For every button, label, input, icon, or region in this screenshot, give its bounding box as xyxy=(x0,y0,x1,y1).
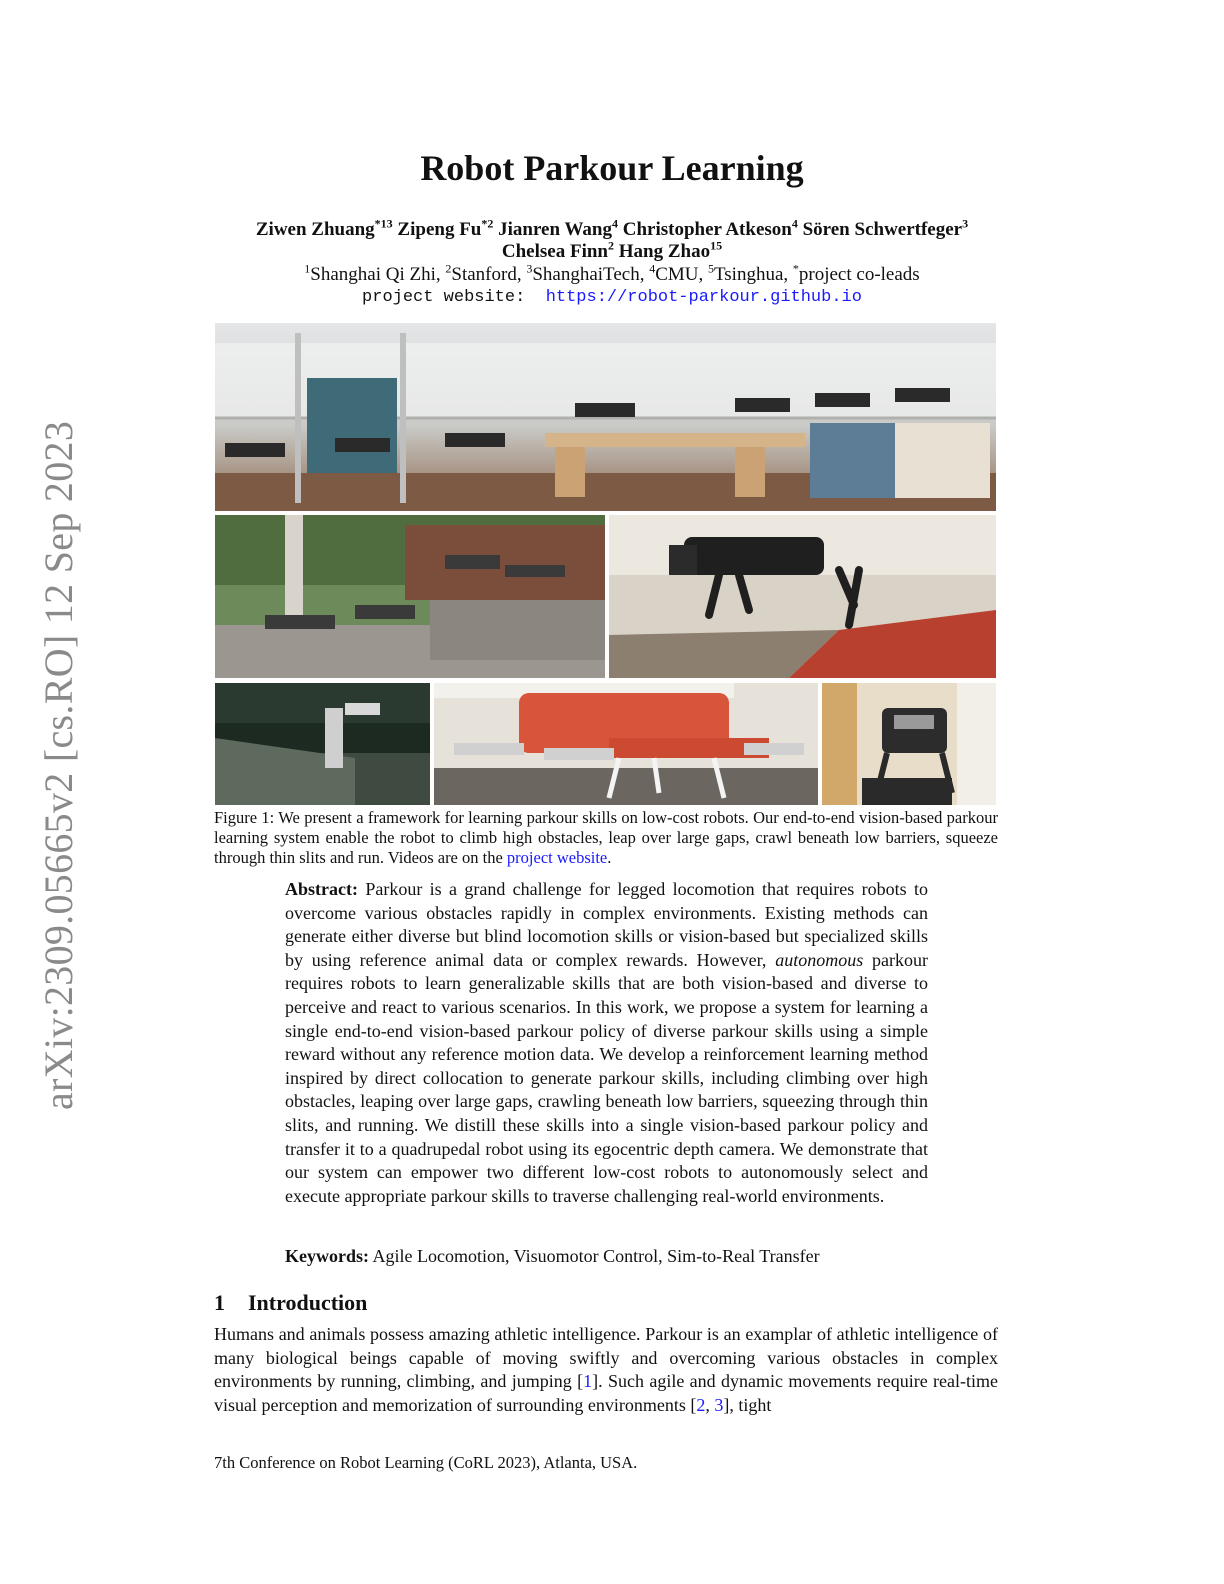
caption-project-link[interactable]: project website xyxy=(506,848,608,867)
author: Jianren Wang$^4$ xyxy=(498,216,618,240)
website-label: project website: xyxy=(362,288,526,307)
citation-link[interactable]: 3 xyxy=(714,1394,724,1415)
figure-panel-climb-night xyxy=(215,683,430,805)
figure-panel-leap-outdoor xyxy=(215,515,605,678)
figure-panel-crawl-chair xyxy=(434,683,818,805)
conference-footer: 7th Conference on Robot Learning (CoRL 2023), Atlanta, USA. xyxy=(214,1453,638,1472)
arxiv-stamp: arXiv:2309.05665v2 [cs.RO] 12 Sep 2023 xyxy=(36,420,81,1110)
figure-panel-leap-gap xyxy=(609,515,996,678)
figure-caption: Figure 1: We present a framework for learning parkour skills on low-cost robots. Our end-to-end vision-based parkour learning system enable the robot to climb high obstacles, leap over large gaps, crawl beneath low barriers, squeeze through thin slits and run. Videos are on the project website. xyxy=(214,808,998,867)
figure-panel-climb-obstacles xyxy=(215,323,996,511)
section-heading: 1 Introduction xyxy=(214,1290,368,1315)
affiliations: $^1$Shanghai Qi Zhi, $^2$Stanford, $^3$ShanghaiTech, $^4$CMU, $^5$Tsinghua, *project co-leads xyxy=(304,261,920,285)
abstract: Abstract: Parkour is a grand challenge for legged locomotion that requires robots to overcome various obstacles rapidly in complex environments. Existing methods can generate either diverse but blind locomotion skills or vision-based but specialized skills by using reference animal data or complex rewards. However, autonomous parkour requires robots to learn generalizable skills that are both vision-based and diverse to perceive and react to various scenarios. In this work, we propose a system for learning a single end-to-end vision-based parkour policy of diverse parkour skills using a simple reward without any reference motion data. We develop a reinforcement learning method inspired by direct collocation to generate parkour skills, including climbing over high obstacles, leaping over large gaps, crawling beneath low barriers, squeezing through thin slits, and running. We distill these skills into a single vision-based parkour policy and transfer it to a quadrupedal robot using its egocentric depth camera. We demonstrate that our system can empower two different low-cost robots to autonomously select and execute appropriate parkour skills to traverse challenging real-world environments. xyxy=(285,879,929,1206)
figure-panel-squeeze-slit xyxy=(822,683,996,805)
author: Ziwen Zhuang$^{*13}$ xyxy=(255,216,393,240)
author: Hang Zhao$^{15}$ xyxy=(618,238,723,262)
abstract-label: Abstract: xyxy=(285,879,358,899)
intro-paragraph: Humans and animals possess amazing athletic intelligence. Parkour is an examplar of athletic intelligence of many biological beings capable of moving swiftly and overcoming various obstacles in complex environments by running, climbing, and jumping [1]. Such agile and dynamic movements require real-time visual perception and memorization of surrounding environments [2, 3], tight xyxy=(214,1324,998,1415)
author: Christopher Atkeson$^4$ xyxy=(622,216,798,240)
citation-link[interactable]: 2 xyxy=(696,1394,706,1415)
website-link[interactable]: https://robot-parkour.github.io xyxy=(545,288,862,307)
author: Sören Schwertfeger$^3$ xyxy=(802,216,969,240)
author: Chelsea Finn$^2$ xyxy=(501,238,614,262)
keywords-label: Keywords: xyxy=(285,1246,369,1266)
keywords: Keywords: Agile Locomotion, Visuomotor Control, Sim-to-Real Transfer xyxy=(285,1246,820,1266)
author: Zipeng Fu$^{*2}$ xyxy=(397,216,494,240)
author-line-2 xyxy=(0,238,1224,263)
paper-title: Robot Parkour Learning xyxy=(420,148,804,188)
citation-link[interactable]: 1 xyxy=(583,1371,593,1392)
project-website-line xyxy=(0,288,1224,307)
